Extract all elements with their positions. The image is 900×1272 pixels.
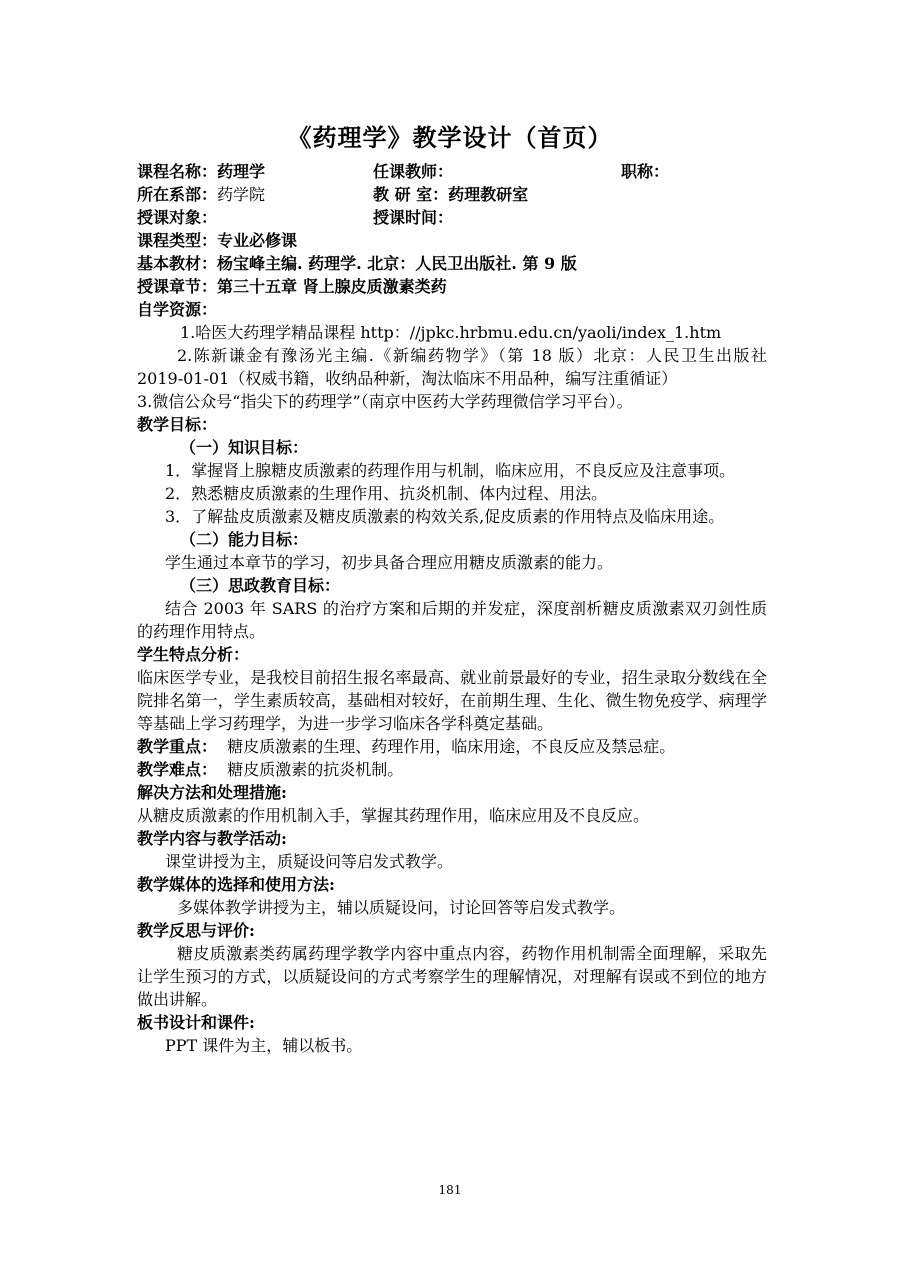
media-heading: 教学媒体的选择和使用方法: xyxy=(137,875,335,894)
page-title: 《药理学》教学设计（首页） xyxy=(287,123,613,152)
textbook-value: 杨宝峰主编. 药理学. 北京：人民卫出版社. 第 9 版 xyxy=(217,254,577,273)
textbook-label: 基本教材： xyxy=(137,254,218,273)
time-label: 授课时间： xyxy=(373,208,454,227)
office-field xyxy=(373,183,621,206)
knowledge-heading: （一）知识目标： xyxy=(180,438,309,457)
knowledge-item-1: 1．掌握肾上腺糖皮质激素的药理作用与机制，临床应用，不良反应及注意事项。 xyxy=(165,461,736,480)
teacher-label: 任课教师： xyxy=(373,162,454,181)
activities-text: 课堂讲授为主，质疑设问等启发式教学。 xyxy=(165,852,454,871)
resource-item-2: 2.陈新谦金有豫汤光主编.《新编药物学》（第 18 版）北京：人民卫生出版社 2019-01-01（权威书籍，收纳品种新，淘汰临床不用品种，编写注重循证） xyxy=(137,346,767,388)
students-text: 临床医学专业，是我校目前招生报名率最高、就业前景最好的专业，招生录取分数线在全院排名第一，学生素质较高，基础相对较好，在前期生理、生化、微生物免疫学、病理学等基础上学习药理学，为进一步学习临床各学科奠定基础。 xyxy=(137,668,767,733)
time-field xyxy=(373,206,621,229)
knowledge-item-2: 2．熟悉糖皮质激素的生理作用、抗炎机制、体内过程、用法。 xyxy=(165,484,608,503)
dept-field xyxy=(137,183,373,206)
chapter-value: 第三十五章 肾上腺皮质激素类药 xyxy=(217,277,447,296)
media-text: 多媒体教学讲授为主，辅以质疑设问，讨论回答等启发式教学。 xyxy=(177,898,626,917)
audience-label: 授课对象： xyxy=(137,208,218,227)
course-value: 药理学 xyxy=(217,162,266,181)
board-text: PPT 课件为主，辅以板书。 xyxy=(165,1036,363,1055)
chapter xyxy=(137,275,767,298)
difficulties-label: 教学难点： xyxy=(137,760,218,779)
key-points xyxy=(137,735,767,758)
header-row-1 xyxy=(137,160,767,183)
page-number: 181 xyxy=(438,1183,462,1197)
textbook xyxy=(137,252,767,275)
type-label: 课程类型： xyxy=(137,231,218,250)
dept-value: 药学院 xyxy=(217,185,266,204)
students-heading: 学生特点分析： xyxy=(137,645,250,664)
type-value: 专业必修课 xyxy=(217,231,298,250)
document-body xyxy=(137,160,767,1057)
resource-item-1: 1.哈医大药理学精品课程 http：//jpkc.hrbmu.edu.cn/yaoli/index_1.htm xyxy=(180,323,722,342)
resource-item-3: 3.微信公众号“指尖下的药理学”（南京中医药大学药理微信学习平台）。 xyxy=(137,392,633,411)
course-type xyxy=(137,229,767,252)
ideology-text: 结合 2003 年 SARS 的治疗方案和后期的并发症，深度剖析糖皮质激素双刃剑性质的药理作用特点。 xyxy=(137,599,767,641)
header-row-2 xyxy=(137,183,767,206)
resources-heading: 自学资源： xyxy=(137,300,218,319)
dept-label: 所在系部： xyxy=(137,185,218,204)
difficulties xyxy=(137,758,767,781)
chapter-label: 授课章节： xyxy=(137,277,218,296)
office-value: 药理教研室 xyxy=(448,185,529,204)
solutions-text: 从糖皮质激素的作用机制入手，掌握其药理作用，临床应用及不良反应。 xyxy=(137,806,650,825)
knowledge-item-3: 3．了解盐皮质激素及糖皮质激素的构效关系,促皮质素的作用特点及临床用途。 xyxy=(165,507,725,526)
rank-field xyxy=(621,160,767,183)
ideology-heading: （三）思政教育目标： xyxy=(180,576,341,595)
board-heading: 板书设计和课件: xyxy=(137,1013,255,1032)
difficulties-text: 糖皮质激素的抗炎机制。 xyxy=(227,760,404,779)
course-field xyxy=(137,160,373,183)
course-label: 课程名称： xyxy=(137,162,218,181)
key-points-text: 糖皮质激素的生理、药理作用，临床用途，不良反应及禁忌症。 xyxy=(227,737,676,756)
header-row-3 xyxy=(137,206,767,229)
solutions-heading: 解决方法和处理措施: xyxy=(137,783,287,802)
rank-label: 职称： xyxy=(621,162,670,181)
ability-text: 学生通过本章节的学习，初步具备合理应用糖皮质激素的能力。 xyxy=(165,553,614,572)
ability-heading: （二）能力目标： xyxy=(180,530,309,549)
objectives-heading: 教学目标： xyxy=(137,415,218,434)
teacher-field xyxy=(373,160,621,183)
key-points-label: 教学重点： xyxy=(137,737,218,756)
office-label: 教 研 室： xyxy=(373,185,449,204)
reflection-heading: 教学反思与评价: xyxy=(137,921,255,940)
audience-field xyxy=(137,206,373,229)
reflection-text: 糖皮质激素类药属药理学教学内容中重点内容，药物作用机制需全面理解，采取先让学生预习的方式，以质疑设问的方式考察学生的理解情况，对理解有误或不到位的地方做出讲解。 xyxy=(137,944,767,1009)
activities-heading: 教学内容与教学活动: xyxy=(137,829,287,848)
